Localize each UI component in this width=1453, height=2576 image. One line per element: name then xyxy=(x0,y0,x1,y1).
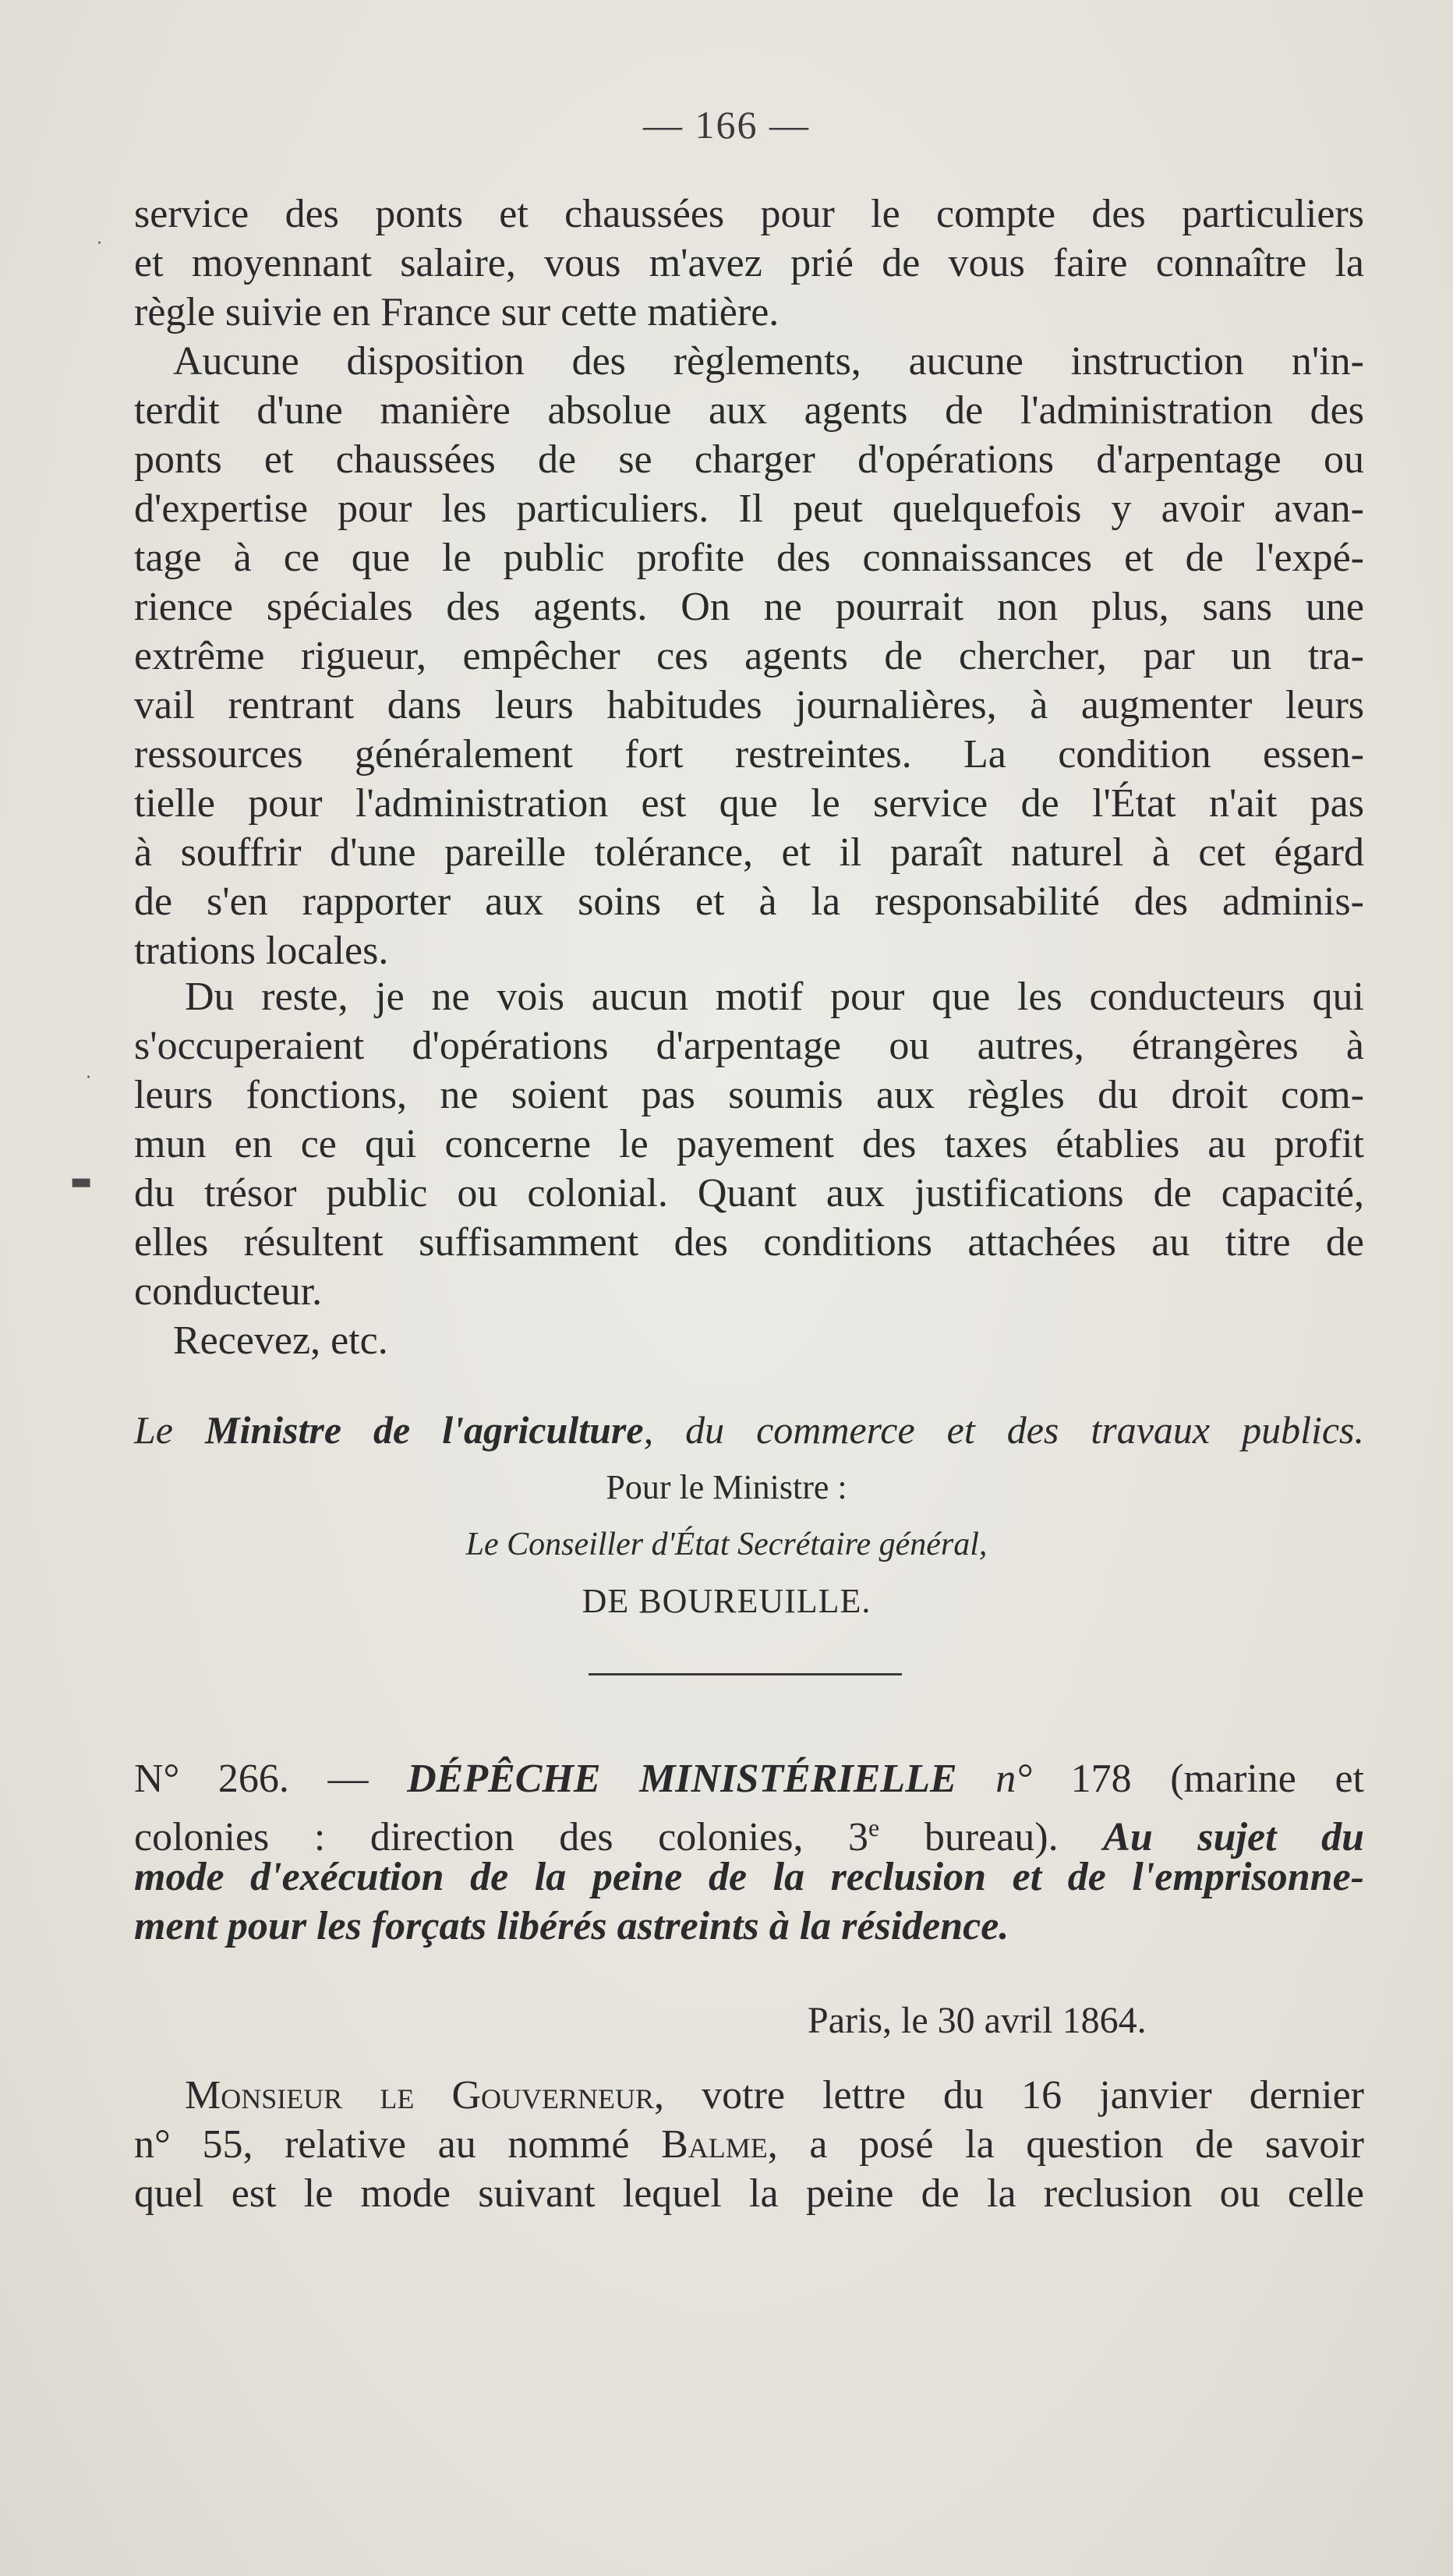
text-line: leurs fonctions, ne soient pas soumis aux règles du droit com- xyxy=(134,1073,1364,1117)
heading-line4: ment pour les forçats libérés astreints à la résidence. xyxy=(134,1904,1009,1948)
heading-number: N° 266. — xyxy=(134,1757,408,1801)
heading-line3: mode d'exécution de la peine de la reclusion et de l'emprisonne- xyxy=(134,1855,1364,1899)
paragraph-conducteurs xyxy=(134,972,1364,1316)
margin-dash-mark: ▬ xyxy=(70,1168,93,1195)
text-line: d'expertise pour les particuliers. Il peut quelquefois y avoir avan- xyxy=(134,487,1364,531)
text-line: terdit d'une manière absolue aux agents de l'administration des xyxy=(134,388,1364,433)
text-line: Du reste, je ne vois aucun motif pour que les conducteurs qui xyxy=(185,975,1364,1019)
text-line: mun en ce qui concerne le payement des taxes établies au profit xyxy=(134,1122,1364,1166)
heading-line2-c: Au sujet du xyxy=(1103,1815,1365,1859)
heading-n-label: n° xyxy=(956,1757,1033,1801)
text-line: tage à ce que le public profite des connaissances et de l'expé- xyxy=(134,536,1364,580)
text-line: règle suivie en France sur cette matière. xyxy=(134,290,780,334)
minister-title xyxy=(134,1406,1364,1455)
text-line: ponts et chaussées de se charger d'opérations d'arpentage ou xyxy=(134,437,1364,482)
document-heading xyxy=(134,1754,1364,1951)
text-line: vail rentrant dans leurs habitudes journalières, à augmenter leurs xyxy=(134,683,1364,727)
text-line: service des ponts et chaussées pour le compte des particuliers xyxy=(134,192,1364,236)
heading-line2-sup: e xyxy=(868,1813,880,1842)
text-line: ressources généralement fort restreintes. La condition essen- xyxy=(134,732,1364,777)
section-divider xyxy=(589,1673,902,1675)
heading-line2-a: colonies : direction des colonies, 3 xyxy=(134,1815,869,1859)
margin-dot-mark: · xyxy=(97,234,102,253)
line1-rest: , votre lettre du 16 janvier dernier xyxy=(654,2073,1364,2118)
salutation: Monsieur le Gouverneur xyxy=(185,2073,655,2118)
closing-formula: Recevez, etc. xyxy=(173,1318,388,1363)
line2-b: , a posé la question de savoir xyxy=(767,2122,1365,2167)
heading-n-value: 178 (marine et xyxy=(1032,1757,1364,1801)
pour-le-ministre: Pour le Ministre : xyxy=(606,1468,847,1506)
person-name: Balme xyxy=(661,2122,768,2167)
text-line: à souffrir d'une pareille tolérance, et il paraît naturel à cet égard xyxy=(134,830,1364,875)
text-line: du trésor public ou colonial. Quant aux justifications de capacité, xyxy=(134,1171,1364,1215)
heading-line xyxy=(134,1754,1364,1803)
minister-prefix: Le xyxy=(134,1408,205,1452)
text-line: et moyennant salaire, vous m'avez prié de vous faire connaître la xyxy=(134,241,1364,285)
text-line: de s'en rapporter aux soins et à la responsabilité des adminis- xyxy=(134,879,1364,924)
heading-title: DÉPÊCHE MINISTÉRIELLE xyxy=(407,1757,957,1801)
paragraph-letter xyxy=(134,2071,1364,2218)
text-line xyxy=(134,2071,1364,2120)
text-line: rience spéciales des agents. On ne pourrait non plus, sans une xyxy=(134,585,1364,629)
minister-rest: , du commerce et des travaux publics. xyxy=(643,1408,1365,1452)
text-line: quel est le mode suivant lequel la peine de la reclusion ou celle xyxy=(134,2171,1364,2216)
heading-line xyxy=(134,1803,1365,1859)
conseiller-title: Le Conseiller d'État Secrétaire général, xyxy=(465,1527,988,1562)
letter-date: Paris, le 30 avril 1864. xyxy=(808,2000,1147,2041)
text-line: s'occuperaient d'opérations d'arpentage ou autres, étrangères à xyxy=(134,1024,1364,1068)
text-line: elles résultent suffisamment des conditions attachées au titre de xyxy=(134,1220,1364,1265)
page-number: — 166 — xyxy=(643,103,810,147)
text-line xyxy=(134,2120,1364,2169)
margin-dot-mark: · xyxy=(86,1068,91,1088)
text-line: conducteur. xyxy=(134,1269,323,1314)
text-line: extrême rigueur, empêcher ces agents de chercher, par un tra- xyxy=(134,634,1364,678)
heading-line2-b: bureau). xyxy=(879,1815,1104,1859)
text-line: tielle pour l'administration est que le service de l'État n'ait pas xyxy=(134,781,1364,826)
paragraph-continuation xyxy=(134,189,1364,337)
minister-bold: Ministre de l'agriculture xyxy=(205,1408,644,1452)
signature-name: DE BOUREUILLE. xyxy=(582,1582,871,1620)
text-line: Aucune disposition des règlements, aucune instruction n'in- xyxy=(173,339,1364,384)
text-line: trations locales. xyxy=(134,929,389,973)
paragraph-regulations xyxy=(134,337,1364,975)
line2-a: n° 55, relative au nommé xyxy=(134,2122,662,2167)
